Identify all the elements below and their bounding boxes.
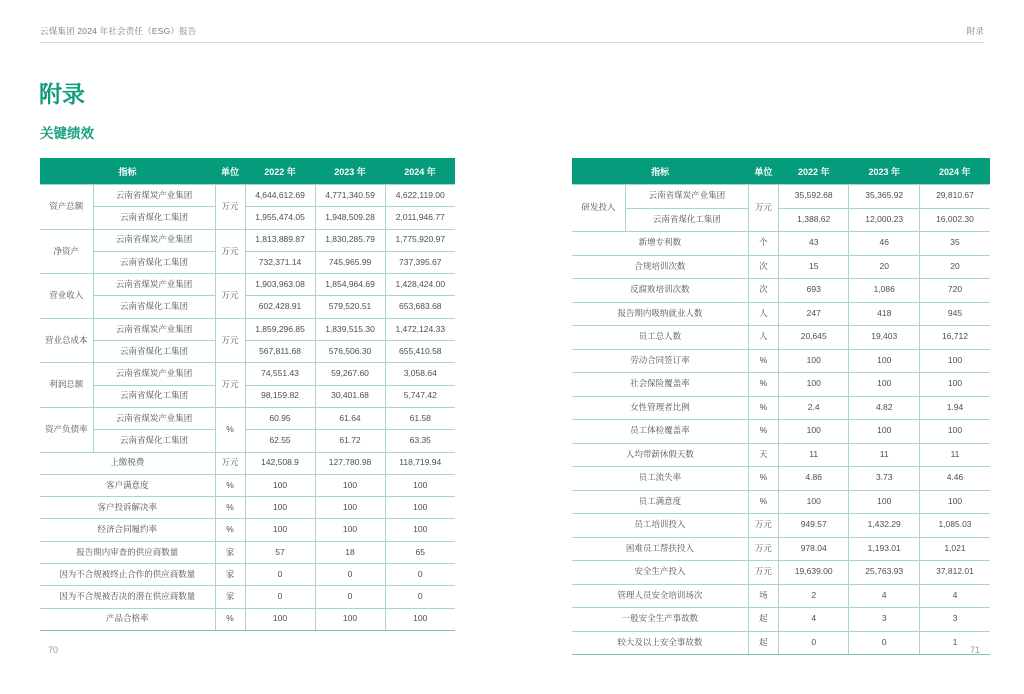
col-header-year: 2023 年 bbox=[849, 158, 920, 185]
unit-cell: % bbox=[748, 490, 778, 514]
value-cell: 567,811.68 bbox=[245, 341, 315, 363]
indicator-group-cell: 营业总成本 bbox=[40, 318, 93, 363]
value-cell: 43 bbox=[778, 232, 849, 256]
value-cell: 100 bbox=[919, 420, 990, 444]
table-row bbox=[572, 232, 990, 256]
value-cell: 1,086 bbox=[849, 279, 920, 303]
value-cell: 100 bbox=[919, 490, 990, 514]
value-cell: 1,830,285.79 bbox=[315, 229, 385, 251]
table-row bbox=[40, 452, 455, 474]
value-cell: 100 bbox=[315, 497, 385, 519]
table-row bbox=[40, 274, 455, 296]
value-cell: 1,948,509.28 bbox=[315, 207, 385, 229]
value-cell: 100 bbox=[919, 373, 990, 397]
table-row bbox=[40, 207, 455, 229]
value-cell: 4.46 bbox=[919, 467, 990, 491]
indicator-cell: 一般安全生产事故数 bbox=[572, 608, 748, 632]
value-cell: 1.94 bbox=[919, 396, 990, 420]
kpi-table-left-wrap bbox=[40, 158, 455, 631]
value-cell: 1,432.29 bbox=[849, 514, 920, 538]
value-cell: 693 bbox=[778, 279, 849, 303]
value-cell: 1,428,424.00 bbox=[385, 274, 455, 296]
value-cell: 16,712 bbox=[919, 326, 990, 350]
col-header-unit: 单位 bbox=[748, 158, 778, 185]
value-cell: 4 bbox=[919, 584, 990, 608]
value-cell: 1,955,474.05 bbox=[245, 207, 315, 229]
table-row bbox=[40, 519, 455, 541]
value-cell: 0 bbox=[315, 586, 385, 608]
unit-cell: % bbox=[215, 407, 245, 452]
running-header-left: 云煤集团 2024 年社会责任（ESG）报告 bbox=[40, 26, 197, 36]
indicator-cell: 困难员工帮扶投入 bbox=[572, 537, 748, 561]
value-cell: 63.35 bbox=[385, 430, 455, 452]
value-cell: 35 bbox=[919, 232, 990, 256]
value-cell: 100 bbox=[778, 490, 849, 514]
unit-cell: % bbox=[748, 373, 778, 397]
value-cell: 945 bbox=[919, 302, 990, 326]
indicator-cell: 报告期内审查的供应商数量 bbox=[40, 541, 215, 563]
table-row bbox=[572, 584, 990, 608]
indicator-cell: 社会保险覆盖率 bbox=[572, 373, 748, 397]
table-row bbox=[572, 185, 990, 209]
table-row bbox=[572, 349, 990, 373]
indicator-group-cell: 资产负债率 bbox=[40, 407, 93, 452]
unit-cell: 万元 bbox=[215, 452, 245, 474]
col-header-indicator: 指标 bbox=[572, 158, 748, 185]
value-cell: 4,644,612.69 bbox=[245, 185, 315, 207]
table-row bbox=[572, 208, 990, 232]
value-cell: 98,159.82 bbox=[245, 385, 315, 407]
indicator-cell: 反腐败培训次数 bbox=[572, 279, 748, 303]
sub-indicator-cell: 云南省煤炭产业集团 bbox=[625, 185, 748, 209]
table-row bbox=[572, 326, 990, 350]
value-cell: 949.57 bbox=[778, 514, 849, 538]
value-cell: 100 bbox=[849, 420, 920, 444]
value-cell: 1,813,889.87 bbox=[245, 229, 315, 251]
value-cell: 100 bbox=[919, 349, 990, 373]
value-cell: 3.73 bbox=[849, 467, 920, 491]
table-row bbox=[40, 564, 455, 586]
table-row bbox=[40, 407, 455, 429]
value-cell: 100 bbox=[385, 497, 455, 519]
value-cell: 30,401.68 bbox=[315, 385, 385, 407]
indicator-cell: 管理人员安全培训场次 bbox=[572, 584, 748, 608]
value-cell: 4 bbox=[849, 584, 920, 608]
indicator-cell: 员工流失率 bbox=[572, 467, 748, 491]
value-cell: 118,719.94 bbox=[385, 452, 455, 474]
value-cell: 4.82 bbox=[849, 396, 920, 420]
col-header-year: 2024 年 bbox=[385, 158, 455, 185]
table-row bbox=[572, 631, 990, 655]
value-cell: 1,903,963.08 bbox=[245, 274, 315, 296]
table-row bbox=[572, 396, 990, 420]
sub-indicator-cell: 云南省煤化工集团 bbox=[93, 207, 215, 229]
indicator-cell: 新增专利数 bbox=[572, 232, 748, 256]
unit-cell: % bbox=[215, 497, 245, 519]
unit-cell: % bbox=[748, 349, 778, 373]
table-row bbox=[40, 586, 455, 608]
indicator-cell: 员工满意度 bbox=[572, 490, 748, 514]
value-cell: 2,011,946.77 bbox=[385, 207, 455, 229]
unit-cell: 万元 bbox=[215, 318, 245, 363]
indicator-cell: 员工培训投入 bbox=[572, 514, 748, 538]
unit-cell: 家 bbox=[215, 586, 245, 608]
sub-indicator-cell: 云南省煤化工集团 bbox=[625, 208, 748, 232]
value-cell: 46 bbox=[849, 232, 920, 256]
indicator-group-cell: 研发投入 bbox=[572, 185, 625, 232]
value-cell: 100 bbox=[315, 608, 385, 630]
table-row bbox=[40, 608, 455, 630]
value-cell: 20 bbox=[919, 255, 990, 279]
unit-cell: 场 bbox=[748, 584, 778, 608]
page-number-left: 70 bbox=[48, 645, 59, 655]
indicator-cell: 报告期内吸纳就业人数 bbox=[572, 302, 748, 326]
unit-cell: % bbox=[748, 467, 778, 491]
value-cell: 653,683.68 bbox=[385, 296, 455, 318]
unit-cell: % bbox=[215, 608, 245, 630]
value-cell: 61.58 bbox=[385, 407, 455, 429]
table-row bbox=[572, 255, 990, 279]
value-cell: 29,810.67 bbox=[919, 185, 990, 209]
value-cell: 0 bbox=[245, 564, 315, 586]
col-header-unit: 单位 bbox=[215, 158, 245, 185]
value-cell: 60.95 bbox=[245, 407, 315, 429]
value-cell: 100 bbox=[245, 497, 315, 519]
table-row bbox=[40, 318, 455, 340]
table-row bbox=[40, 541, 455, 563]
table-row bbox=[572, 443, 990, 467]
value-cell: 0 bbox=[778, 631, 849, 655]
value-cell: 37,812.01 bbox=[919, 561, 990, 585]
table-row bbox=[40, 474, 455, 496]
col-header-year: 2024 年 bbox=[919, 158, 990, 185]
value-cell: 127,780.98 bbox=[315, 452, 385, 474]
running-header bbox=[40, 25, 984, 37]
sub-indicator-cell: 云南省煤炭产业集团 bbox=[93, 363, 215, 385]
unit-cell: 人 bbox=[748, 302, 778, 326]
value-cell: 4,622,119.00 bbox=[385, 185, 455, 207]
value-cell: 418 bbox=[849, 302, 920, 326]
value-cell: 100 bbox=[849, 373, 920, 397]
value-cell: 18 bbox=[315, 541, 385, 563]
sub-indicator-cell: 云南省煤炭产业集团 bbox=[93, 229, 215, 251]
value-cell: 0 bbox=[385, 586, 455, 608]
indicator-cell: 员工体检覆盖率 bbox=[572, 420, 748, 444]
value-cell: 0 bbox=[849, 631, 920, 655]
indicator-cell: 客户投诉解决率 bbox=[40, 497, 215, 519]
value-cell: 576,506.30 bbox=[315, 341, 385, 363]
value-cell: 100 bbox=[385, 519, 455, 541]
table-row bbox=[40, 296, 455, 318]
sub-indicator-cell: 云南省煤炭产业集团 bbox=[93, 274, 215, 296]
value-cell: 100 bbox=[245, 519, 315, 541]
value-cell: 737,395.67 bbox=[385, 251, 455, 273]
value-cell: 579,520.51 bbox=[315, 296, 385, 318]
value-cell: 0 bbox=[385, 564, 455, 586]
table-row bbox=[40, 251, 455, 273]
value-cell: 100 bbox=[245, 474, 315, 496]
value-cell: 1,854,964.69 bbox=[315, 274, 385, 296]
table-row bbox=[40, 229, 455, 251]
indicator-cell: 较大及以上安全事故数 bbox=[572, 631, 748, 655]
value-cell: 1,388.62 bbox=[778, 208, 849, 232]
sub-indicator-cell: 云南省煤炭产业集团 bbox=[93, 407, 215, 429]
unit-cell: 家 bbox=[215, 564, 245, 586]
value-cell: 100 bbox=[385, 608, 455, 630]
value-cell: 2 bbox=[778, 584, 849, 608]
col-header-indicator: 指标 bbox=[40, 158, 215, 185]
unit-cell: 天 bbox=[748, 443, 778, 467]
unit-cell: 人 bbox=[748, 326, 778, 350]
value-cell: 100 bbox=[778, 420, 849, 444]
indicator-cell: 员工总人数 bbox=[572, 326, 748, 350]
col-header-year: 2022 年 bbox=[778, 158, 849, 185]
value-cell: 0 bbox=[245, 586, 315, 608]
col-header-year: 2023 年 bbox=[315, 158, 385, 185]
value-cell: 142,508.9 bbox=[245, 452, 315, 474]
value-cell: 100 bbox=[245, 608, 315, 630]
unit-cell: 次 bbox=[748, 255, 778, 279]
value-cell: 11 bbox=[778, 443, 849, 467]
value-cell: 3 bbox=[919, 608, 990, 632]
section-title: 关键绩效 bbox=[40, 126, 94, 141]
table-row bbox=[40, 185, 455, 207]
indicator-cell: 因为不合规被否决的潜在供应商数量 bbox=[40, 586, 215, 608]
indicator-cell: 女性管理者比例 bbox=[572, 396, 748, 420]
sub-indicator-cell: 云南省煤化工集团 bbox=[93, 251, 215, 273]
value-cell: 720 bbox=[919, 279, 990, 303]
unit-cell: % bbox=[748, 396, 778, 420]
indicator-cell: 劳动合同签订率 bbox=[572, 349, 748, 373]
value-cell: 100 bbox=[778, 349, 849, 373]
kpi-table-right-wrap bbox=[572, 158, 990, 655]
table-row bbox=[40, 430, 455, 452]
value-cell: 3 bbox=[849, 608, 920, 632]
sub-indicator-cell: 云南省煤炭产业集团 bbox=[93, 185, 215, 207]
value-cell: 61.64 bbox=[315, 407, 385, 429]
sub-indicator-cell: 云南省煤化工集团 bbox=[93, 296, 215, 318]
sub-indicator-cell: 云南省煤化工集团 bbox=[93, 430, 215, 452]
value-cell: 732,371.14 bbox=[245, 251, 315, 273]
value-cell: 57 bbox=[245, 541, 315, 563]
table-row bbox=[572, 514, 990, 538]
kpi-table-left bbox=[40, 158, 455, 631]
indicator-cell: 因为不合规被终止合作的供应商数量 bbox=[40, 564, 215, 586]
value-cell: 20 bbox=[849, 255, 920, 279]
unit-cell: % bbox=[748, 420, 778, 444]
table-row bbox=[572, 373, 990, 397]
value-cell: 20,645 bbox=[778, 326, 849, 350]
unit-cell: 万元 bbox=[215, 185, 245, 230]
table-row bbox=[572, 279, 990, 303]
unit-cell: 个 bbox=[748, 232, 778, 256]
value-cell: 100 bbox=[385, 474, 455, 496]
value-cell: 19,403 bbox=[849, 326, 920, 350]
value-cell: 745,965.99 bbox=[315, 251, 385, 273]
unit-cell: 万元 bbox=[748, 514, 778, 538]
value-cell: 5,747.42 bbox=[385, 385, 455, 407]
header-divider bbox=[40, 42, 984, 43]
value-cell: 65 bbox=[385, 541, 455, 563]
value-cell: 4,771,340.59 bbox=[315, 185, 385, 207]
value-cell: 62.55 bbox=[245, 430, 315, 452]
value-cell: 4 bbox=[778, 608, 849, 632]
value-cell: 1,085.03 bbox=[919, 514, 990, 538]
table-row bbox=[40, 385, 455, 407]
value-cell: 1,775,920.97 bbox=[385, 229, 455, 251]
table-row bbox=[572, 537, 990, 561]
value-cell: 4.86 bbox=[778, 467, 849, 491]
value-cell: 100 bbox=[849, 349, 920, 373]
unit-cell: 家 bbox=[215, 541, 245, 563]
value-cell: 15 bbox=[778, 255, 849, 279]
value-cell: 16,002.30 bbox=[919, 208, 990, 232]
table-row bbox=[572, 420, 990, 444]
indicator-cell: 经济合同履约率 bbox=[40, 519, 215, 541]
value-cell: 100 bbox=[849, 490, 920, 514]
value-cell: 19,639.00 bbox=[778, 561, 849, 585]
indicator-cell: 上缴税费 bbox=[40, 452, 215, 474]
value-cell: 1,859,296.85 bbox=[245, 318, 315, 340]
value-cell: 11 bbox=[919, 443, 990, 467]
running-header-right: 附录 bbox=[966, 26, 984, 36]
table-header-row bbox=[40, 158, 455, 185]
page-title: 附录 bbox=[39, 81, 85, 107]
indicator-cell: 客户满意度 bbox=[40, 474, 215, 496]
unit-cell: 万元 bbox=[748, 185, 778, 232]
value-cell: 1,472,124.33 bbox=[385, 318, 455, 340]
value-cell: 25,763.93 bbox=[849, 561, 920, 585]
unit-cell: 万元 bbox=[215, 363, 245, 408]
indicator-cell: 人均带薪休假天数 bbox=[572, 443, 748, 467]
table-row bbox=[572, 490, 990, 514]
value-cell: 100 bbox=[778, 373, 849, 397]
sub-indicator-cell: 云南省煤化工集团 bbox=[93, 385, 215, 407]
table-row bbox=[40, 341, 455, 363]
indicator-group-cell: 利润总额 bbox=[40, 363, 93, 408]
value-cell: 1,193.01 bbox=[849, 537, 920, 561]
value-cell: 2.4 bbox=[778, 396, 849, 420]
unit-cell: 万元 bbox=[748, 537, 778, 561]
value-cell: 655,410.58 bbox=[385, 341, 455, 363]
table-row bbox=[40, 497, 455, 519]
table-row bbox=[572, 467, 990, 491]
indicator-group-cell: 资产总额 bbox=[40, 185, 93, 230]
value-cell: 12,000.23 bbox=[849, 208, 920, 232]
unit-cell: % bbox=[215, 519, 245, 541]
indicator-cell: 产品合格率 bbox=[40, 608, 215, 630]
value-cell: 35,592.68 bbox=[778, 185, 849, 209]
unit-cell: % bbox=[215, 474, 245, 496]
unit-cell: 万元 bbox=[215, 274, 245, 319]
value-cell: 1,021 bbox=[919, 537, 990, 561]
value-cell: 1 bbox=[919, 631, 990, 655]
unit-cell: 起 bbox=[748, 631, 778, 655]
value-cell: 978.04 bbox=[778, 537, 849, 561]
value-cell: 74,551.43 bbox=[245, 363, 315, 385]
value-cell: 11 bbox=[849, 443, 920, 467]
value-cell: 1,839,515.30 bbox=[315, 318, 385, 340]
indicator-cell: 合规培训次数 bbox=[572, 255, 748, 279]
value-cell: 100 bbox=[315, 474, 385, 496]
col-header-year: 2022 年 bbox=[245, 158, 315, 185]
sub-indicator-cell: 云南省煤炭产业集团 bbox=[93, 318, 215, 340]
indicator-cell: 安全生产投入 bbox=[572, 561, 748, 585]
kpi-table-right bbox=[572, 158, 990, 655]
table-row bbox=[572, 608, 990, 632]
value-cell: 35,365.92 bbox=[849, 185, 920, 209]
indicator-group-cell: 营业收入 bbox=[40, 274, 93, 319]
page-number-right: 71 bbox=[969, 645, 980, 655]
value-cell: 247 bbox=[778, 302, 849, 326]
value-cell: 0 bbox=[315, 564, 385, 586]
value-cell: 59,267.60 bbox=[315, 363, 385, 385]
value-cell: 3,058.64 bbox=[385, 363, 455, 385]
table-row bbox=[40, 363, 455, 385]
value-cell: 61.72 bbox=[315, 430, 385, 452]
unit-cell: 次 bbox=[748, 279, 778, 303]
table-row bbox=[572, 561, 990, 585]
unit-cell: 万元 bbox=[215, 229, 245, 274]
indicator-group-cell: 净资产 bbox=[40, 229, 93, 274]
value-cell: 100 bbox=[315, 519, 385, 541]
table-header-row bbox=[572, 158, 990, 185]
unit-cell: 万元 bbox=[748, 561, 778, 585]
sub-indicator-cell: 云南省煤化工集团 bbox=[93, 341, 215, 363]
table-row bbox=[572, 302, 990, 326]
value-cell: 602,428.91 bbox=[245, 296, 315, 318]
unit-cell: 起 bbox=[748, 608, 778, 632]
